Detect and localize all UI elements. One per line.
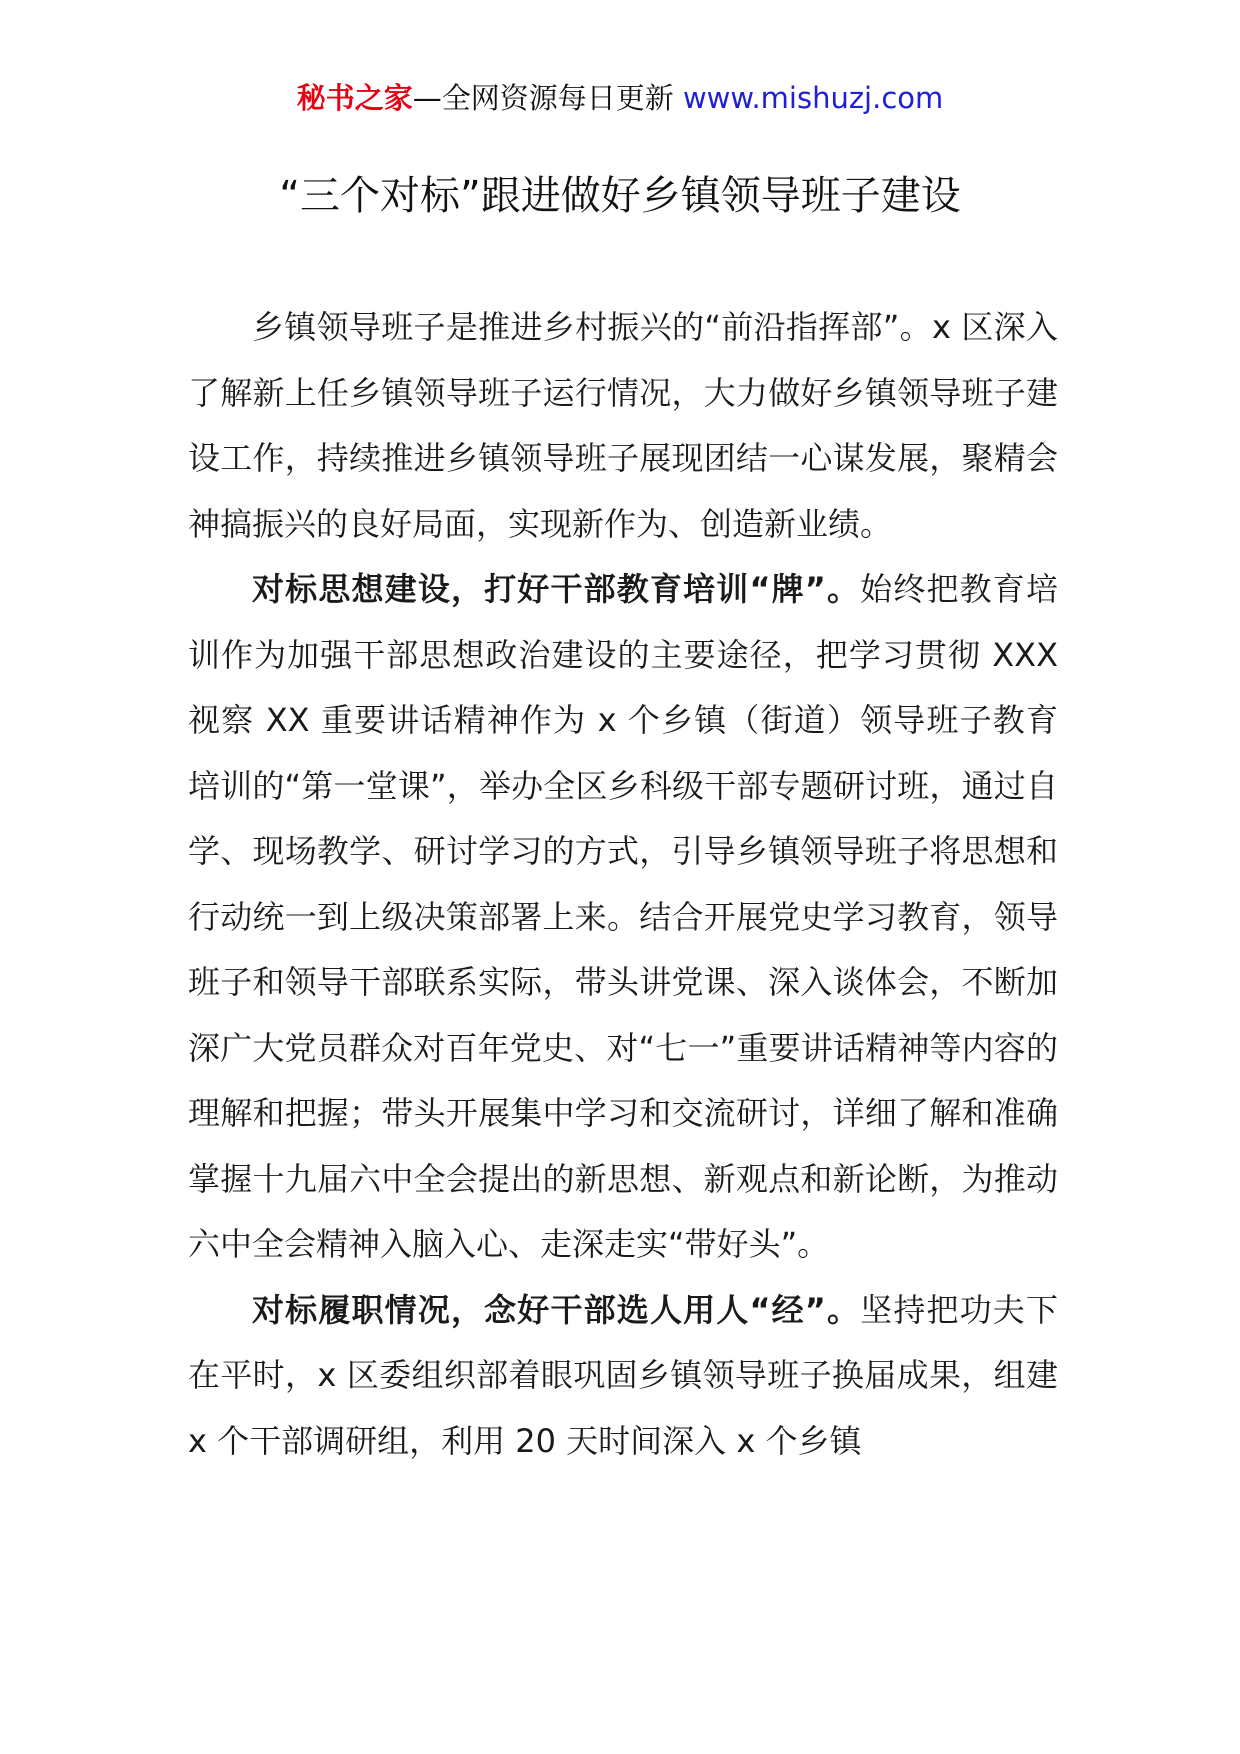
paragraph-text: 坚持把功夫下在平时，x 区委组织部着眼巩固乡镇领导班子换届成果，组建 x 个干部调研组，利用 20 天时间深入 x 个乡镇 [188,1290,1058,1460]
paragraph-lead: 对标履职情况，念好干部选人用人“经”。 [252,1290,861,1329]
paragraph-duty [188,1278,1058,1475]
paragraph-text: 始终把教育培训作为加强干部思想政治建设的主要途径，把学习贯彻 XXX 视察 XX 重要讲话精神作为 x 个乡镇（街道）领导班子教育培训的“第一堂课”，举办全区乡科级干部专题研讨班，通过自学、现场教学、研讨学习的方式，引导乡镇领导班子将思想和行动统一到上级决策部署上来。结合开展党史学习教育，领导班子和领导干部联系实际，带头讲党课、深入谈体会，不断加深广大党员群众对百年党史、对“七一”重要讲话精神等内容的理解和把握；带头开展集中学习和交流研讨，详细了解和准确掌握十九届六中全会提出的新思想、新观点和新论断，为推动六中全会精神入脑入心、走深走实“带好头”。 [188,570,1058,1263]
brand-name: 秘书之家 [296,81,413,115]
paragraph-intro [188,295,1058,557]
site-url-link[interactable]: www.mishuzj.com [682,81,944,115]
site-banner [0,78,1240,118]
paragraph-ideology [188,557,1058,1278]
paragraph-text: 乡镇领导班子是推进乡村振兴的“前沿指挥部”。x 区深入了解新上任乡镇领导班子运行情况，大力做好乡镇领导班子建设工作，持续推进乡镇领导班子展现团结一心谋发展，聚精会神搞振兴的良好局面，实现新作为、创造新业绩。 [188,308,1058,543]
paragraph-lead: 对标思想建设，打好干部教育培训“牌”。 [252,570,861,608]
document-body [188,295,1058,1474]
document-title: “三个对标”跟进做好乡镇领导班子建设 [279,173,961,219]
banner-slogan: —全网资源每日更新 [412,81,674,115]
